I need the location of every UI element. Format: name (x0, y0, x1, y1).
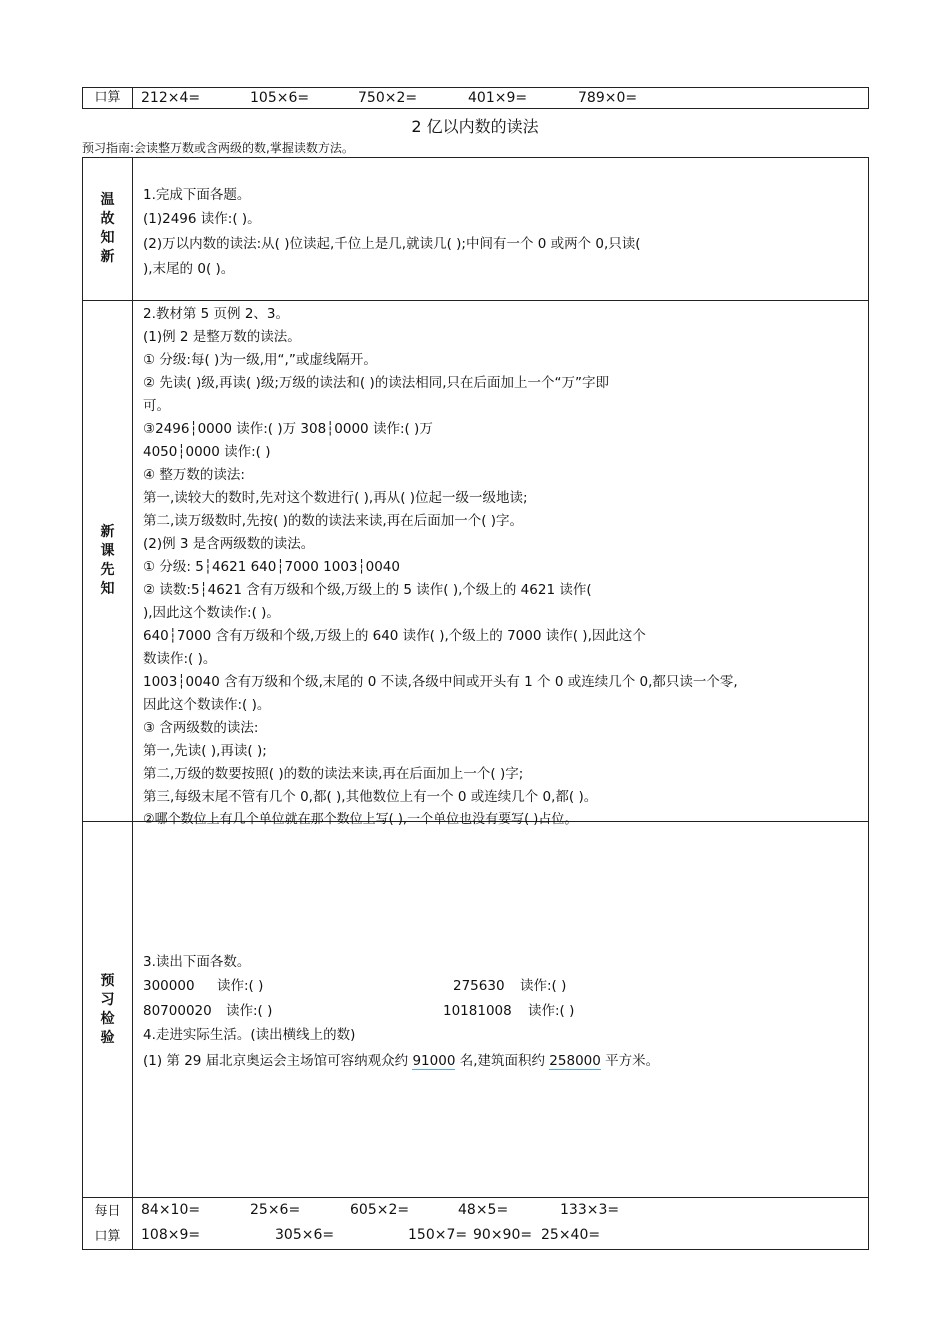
new-line: 可。 (143, 398, 170, 414)
new-line: 640┆7000 含有万级和个级,万级上的 640 读作( ),个级上的 7000 读作( ),因此这个 (143, 628, 646, 644)
new-line: ② 先读( )级,再读( )级;万级的读法和( )的读法相同,只在后面加上一个“万”字即 (143, 375, 609, 391)
new-line: ① 分级:每( )为一级,用“,”或虚线隔开。 (143, 352, 377, 368)
new-line: 1003┆0040 含有万级和个级,末尾的 0 不读,各级中间或开头有 1 个 0 或连续几个 0,都只读一个零, (143, 674, 738, 690)
new-line: 因此这个数读作:( )。 (143, 697, 271, 713)
calc-item: 48×5= (458, 1202, 509, 1218)
calc-item: 105×6= (250, 90, 310, 106)
check-heading: 3.读出下面各数。 (143, 954, 251, 970)
section-label-new: 新 课 先 知 (83, 301, 133, 822)
new-line: 数读作:( )。 (143, 651, 217, 667)
section-review (133, 158, 869, 301)
section-check (133, 822, 869, 1198)
main-table (82, 157, 869, 1250)
calc-item: 305×6= (275, 1227, 335, 1243)
new-line: ③ 含两级数的读法: (143, 720, 259, 736)
number-item: 300000 (143, 978, 195, 994)
page-title: 2 亿以内数的读法 (411, 117, 539, 136)
new-line: 第一,读较大的数时,先对这个数进行( ),再从( )位起一级一级地读; (143, 490, 528, 506)
new-line: ② 读数:5┆4621 含有万级和个级,万级上的 5 读作( ),个级上的 4621 读作( (143, 582, 592, 598)
new-line: ②哪个数位上有几个单位就在那个数位上写( ),一个单位也没有要写( )占位。 (143, 812, 578, 827)
calc-item: 84×10= (141, 1202, 201, 1218)
review-line: 1.完成下面各题。 (143, 187, 251, 203)
new-line: ① 分级: 5┆4621 640┆7000 1003┆0040 (143, 559, 400, 575)
number-item: 275630 (453, 978, 505, 994)
review-line: (2)万以内数的读法:从( )位读起,千位上是几,就读几( );中间有一个 0 或两个 0,只读( (143, 236, 641, 252)
new-line: ),因此这个数读作:( )。 (143, 605, 280, 621)
number-item: 80700020 (143, 1003, 212, 1019)
review-line: (1)2496 读作:( )。 (143, 211, 261, 227)
reading-blank: 读作:( ) (528, 1003, 575, 1019)
new-line: 第二,万级的数要按照( )的数的读法来读,再在后面加上一个( )字; (143, 766, 524, 782)
calc-item: 90×90= (473, 1227, 533, 1243)
calc-item: 25×6= (250, 1202, 301, 1218)
new-line: 第二,读万级数时,先按( )的数的读法来读,再在后面加一个( )字。 (143, 513, 524, 529)
preview-guide: 预习指南:会读整万数或含两级的数,掌握读数方法。 (82, 141, 354, 155)
section-label-check: 预 习 检 验 (83, 822, 133, 1198)
check-heading: 4.走进实际生活。(读出横线上的数) (143, 1027, 356, 1043)
new-line: ④ 整万数的读法: (143, 467, 245, 483)
calc-item: 750×2= (358, 90, 418, 106)
section-new (133, 301, 869, 827)
top-calc-cell (133, 88, 869, 109)
calc-item: 212×4= (141, 90, 201, 106)
calc-item: 150×7= (408, 1227, 468, 1243)
underlined-number: 91000 (412, 1053, 456, 1069)
calc-item: 108×9= (141, 1227, 201, 1243)
bottom-calc-cell (133, 1198, 869, 1250)
reading-sentence: (1) 第 29 届北京奥运会主场馆可容纳观众约 91000 名,建筑面积约 258000 平方米。 (143, 1053, 660, 1069)
underlined-number: 258000 (549, 1053, 601, 1069)
new-line: 第三,每级末尾不管有几个 0,都( ),其他数位上有一个 0 或连续几个 0,都( )。 (143, 789, 598, 805)
new-line: 第一,先读( ),再读( ); (143, 743, 267, 759)
calc-item: 789×0= (578, 90, 638, 106)
reading-blank: 读作:( ) (520, 978, 567, 994)
reading-blank: 读作:( ) (226, 1003, 273, 1019)
new-line: 4050┆0000 读作:( ) (143, 444, 271, 460)
new-line: (2)例 3 是含两级数的读法。 (143, 536, 315, 552)
new-line: (1)例 2 是整万数的读法。 (143, 329, 301, 345)
calc-item: 605×2= (350, 1202, 410, 1218)
bottom-calc-label: 每日 口算 (83, 1198, 133, 1250)
calc-item: 25×40= (541, 1227, 601, 1243)
new-line: ③2496┆0000 读作:( )万 308┆0000 读作:( )万 (143, 421, 433, 437)
new-line: 2.教材第 5 页例 2、3。 (143, 306, 290, 322)
reading-blank: 读作:( ) (217, 978, 264, 994)
calc-item: 401×9= (468, 90, 528, 106)
number-item: 10181008 (443, 1003, 512, 1019)
top-calc-label: 口算 (83, 88, 133, 109)
calc-item: 133×3= (560, 1202, 620, 1218)
review-line: ),末尾的 0( )。 (143, 261, 235, 277)
section-label-review: 温 故 知 新 (83, 158, 133, 301)
top-calc-table (82, 87, 869, 109)
